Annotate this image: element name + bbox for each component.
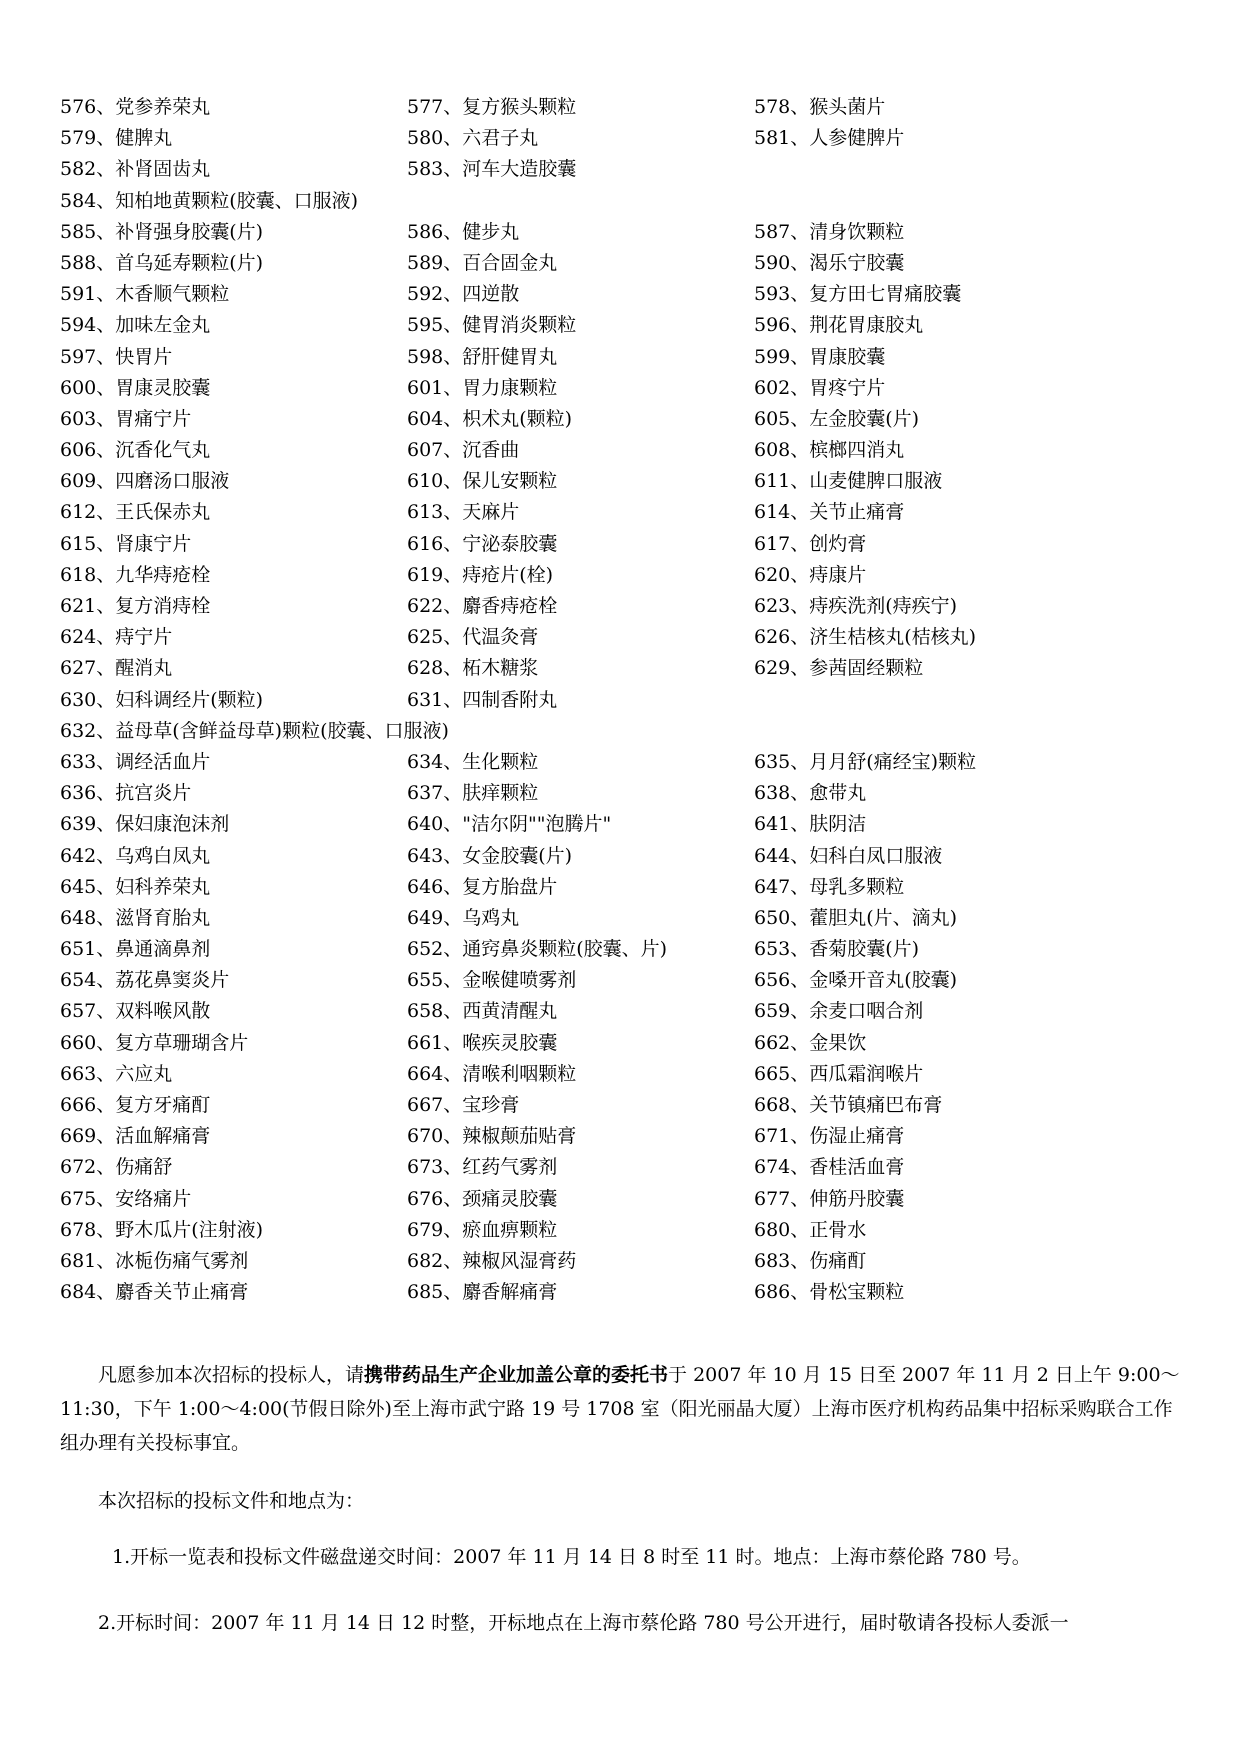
list-item: 600、胃康灵胶囊 xyxy=(60,376,211,399)
list-item: 658、西黄清醒丸 xyxy=(407,1000,558,1023)
list-item: 675、安络痛片 xyxy=(60,1187,192,1210)
list-item: 661、喉疾灵胶囊 xyxy=(407,1031,558,1054)
list-item: 594、加味左金丸 xyxy=(60,314,211,337)
list-row xyxy=(60,435,1180,466)
list-item: 609、四磨汤口服液 xyxy=(60,470,230,493)
list-item: 641、肤阴洁 xyxy=(754,813,867,836)
list-row xyxy=(60,373,1180,404)
list-item: 592、四逆散 xyxy=(407,283,520,306)
list-item: 681、冰栀伤痛气雾剂 xyxy=(60,1249,249,1272)
list-item: 589、百合固金丸 xyxy=(407,251,558,274)
list-item: 598、舒肝健胃丸 xyxy=(407,345,558,368)
list-item: 608、槟榔四消丸 xyxy=(754,439,905,462)
list-item: 619、痔疮片(栓) xyxy=(407,563,554,586)
list-row xyxy=(60,1277,1180,1308)
list-item: 631、四制香附丸 xyxy=(407,688,558,711)
list-item: 648、滋肾育胎丸 xyxy=(60,906,211,929)
list-item: 587、清身饮颗粒 xyxy=(754,220,905,243)
list-row xyxy=(60,872,1180,903)
documents-heading: 本次招标的投标文件和地点为： xyxy=(98,1490,365,1512)
list-item: 611、山麦健脾口服液 xyxy=(754,470,943,493)
list-item: 638、愈带丸 xyxy=(754,782,867,805)
list-item: 643、女金胶囊(片) xyxy=(407,844,573,867)
paragraph-text-b: 于 2007 年 10 月 15 日至 2007 年 11 月 2 日上午 9:00～11:30，下午 1:00～4:00(节假日除外)至上海市武宁路 19 号 1708 室（阳光丽晶大厦）上海市医疗机构药品集中招标采购联合工作组办理有关投标事宜。 xyxy=(60,1364,1180,1454)
list-row xyxy=(60,716,1180,747)
list-row xyxy=(60,903,1180,934)
list-row xyxy=(60,841,1180,872)
list-row xyxy=(60,279,1180,310)
list-item: 591、木香顺气颗粒 xyxy=(60,283,230,306)
list-row xyxy=(60,217,1180,248)
list-item: 628、柘木糖浆 xyxy=(407,657,539,680)
list-row xyxy=(60,653,1180,684)
list-item: 644、妇科白凤口服液 xyxy=(754,844,943,867)
list-item: 647、母乳多颗粒 xyxy=(754,875,905,898)
list-item: 630、妇科调经片(颗粒) xyxy=(60,688,264,711)
list-item: 599、胃康胶囊 xyxy=(754,345,886,368)
list-item: 659、余麦口咽合剂 xyxy=(754,1000,924,1023)
list-item: 577、复方猴头颗粒 xyxy=(407,96,577,118)
list-row xyxy=(60,497,1180,528)
list-item: 649、乌鸡丸 xyxy=(407,906,520,929)
list-item: 604、枳术丸(颗粒) xyxy=(407,407,573,430)
list-row xyxy=(60,996,1180,1027)
opening-time-item: 2.开标时间：2007 年 11 月 14 日 12 时整，开标地点在上海市蔡伦路 780 号公开进行，届时敬请各投标人委派一 xyxy=(98,1612,1069,1634)
list-row xyxy=(60,778,1180,809)
list-item: 683、伤痛酊 xyxy=(754,1249,867,1272)
list-item: 621、复方消痔栓 xyxy=(60,595,211,617)
list-item: 585、补肾强身胶囊(片) xyxy=(60,220,264,243)
list-row xyxy=(60,809,1180,840)
list-row xyxy=(60,1028,1180,1059)
list-item: 580、六君子丸 xyxy=(407,127,539,150)
list-item: 654、荔花鼻窦炎片 xyxy=(60,969,230,992)
list-row xyxy=(60,560,1180,591)
list-item: 603、胃痛宁片 xyxy=(60,407,192,430)
list-item: 623、痔疾洗剂(痔疾宁) xyxy=(754,595,958,617)
list-item: 597、快胃片 xyxy=(60,345,173,368)
list-item: 610、保儿安颗粒 xyxy=(407,470,558,493)
list-item: 582、补肾固齿丸 xyxy=(60,158,211,181)
list-item: 652、通窍鼻炎颗粒(胶囊、片) xyxy=(407,938,668,961)
list-item: 678、野木瓜片(注射液) xyxy=(60,1218,264,1241)
list-item: 618、九华痔疮栓 xyxy=(60,563,211,586)
paragraph-text-a: 凡愿参加本次招标的投标人，请 xyxy=(98,1364,365,1386)
list-row xyxy=(60,123,1180,154)
list-item: 646、复方胎盘片 xyxy=(407,875,558,898)
list-item: 632、益母草(含鲜益母草)颗粒(胶囊、口服液) xyxy=(60,719,449,742)
list-item: 651、鼻通滴鼻剂 xyxy=(60,938,211,961)
list-item: 629、参茜固经颗粒 xyxy=(754,657,924,680)
list-row xyxy=(60,591,1180,622)
list-item: 579、健脾丸 xyxy=(60,127,173,150)
list-item: 581、人参健脾片 xyxy=(754,127,905,150)
list-item: 605、左金胶囊(片) xyxy=(754,407,920,430)
list-row xyxy=(60,1215,1180,1246)
list-row xyxy=(60,310,1180,341)
list-item: 663、六应丸 xyxy=(60,1062,173,1085)
list-item: 653、香菊胶囊(片) xyxy=(754,938,920,961)
list-item: 637、肤痒颗粒 xyxy=(407,782,539,805)
list-item: 685、麝香解痛膏 xyxy=(407,1281,558,1304)
list-row xyxy=(60,1184,1180,1215)
list-item: 673、红药气雾剂 xyxy=(407,1156,558,1179)
list-row xyxy=(60,466,1180,497)
drug-list xyxy=(60,92,1180,1308)
list-item: 613、天麻片 xyxy=(407,501,520,524)
paragraph-emphasis: 携带药品生产企业加盖公章的委托书 xyxy=(364,1364,669,1386)
list-item: 615、肾康宁片 xyxy=(60,532,192,555)
list-row xyxy=(60,1121,1180,1152)
list-row xyxy=(60,342,1180,373)
list-item: 664、清喉利咽颗粒 xyxy=(407,1062,577,1085)
list-item: 680、正骨水 xyxy=(754,1218,867,1241)
list-item: 626、济生桔核丸(桔核丸) xyxy=(754,626,977,649)
list-item: 679、瘀血痹颗粒 xyxy=(407,1218,558,1241)
list-item: 682、辣椒风湿膏药 xyxy=(407,1249,577,1272)
list-row xyxy=(60,965,1180,996)
list-row xyxy=(60,1059,1180,1090)
list-item: 607、沉香曲 xyxy=(407,439,520,462)
list-row xyxy=(60,622,1180,653)
list-item: 665、西瓜霜润喉片 xyxy=(754,1062,924,1085)
list-item: 639、保妇康泡沫剂 xyxy=(60,813,230,836)
list-item: 668、关节镇痛巴布膏 xyxy=(754,1094,943,1116)
list-item: 617、创灼膏 xyxy=(754,532,867,555)
list-row xyxy=(60,154,1180,185)
list-item: 667、宝珍膏 xyxy=(407,1094,520,1116)
list-item: 584、知柏地黄颗粒(胶囊、口服液) xyxy=(60,189,359,212)
list-item: 674、香桂活血膏 xyxy=(754,1156,905,1179)
list-item: 645、妇科养荣丸 xyxy=(60,875,211,898)
list-item: 616、宁泌泰胶囊 xyxy=(407,532,558,555)
list-item: 620、痔康片 xyxy=(754,563,867,586)
list-item: 657、双料喉风散 xyxy=(60,1000,211,1023)
list-item: 655、金喉健喷雾剂 xyxy=(407,969,577,992)
submission-time-item: 1.开标一览表和投标文件磁盘递交时间：2007 年 11 月 14 日 8 时至 11 时。地点：上海市蔡伦路 780 号。 xyxy=(112,1546,1031,1568)
list-item: 642、乌鸡白凤丸 xyxy=(60,844,211,867)
list-item: 614、关节止痛膏 xyxy=(754,501,905,524)
list-item: 650、藿胆丸(片、滴丸) xyxy=(754,906,958,929)
list-item: 602、胃疼宁片 xyxy=(754,376,886,399)
list-item: 676、颈痛灵胶囊 xyxy=(407,1187,558,1210)
list-item: 625、代温灸膏 xyxy=(407,626,539,649)
list-item: 622、麝香痔疮栓 xyxy=(407,595,558,617)
list-item: 660、复方草珊瑚含片 xyxy=(60,1031,249,1054)
list-item: 583、河车大造胶囊 xyxy=(407,158,577,181)
list-item: 590、渴乐宁胶囊 xyxy=(754,251,905,274)
list-row xyxy=(60,1090,1180,1121)
list-item: 635、月月舒(痛经宝)颗粒 xyxy=(754,750,977,773)
list-item: 593、复方田七胃痛胶囊 xyxy=(754,283,962,306)
list-row xyxy=(60,92,1180,123)
list-row xyxy=(60,186,1180,217)
list-item: 669、活血解痛膏 xyxy=(60,1125,211,1148)
list-item: 612、王氏保赤丸 xyxy=(60,501,211,524)
list-row xyxy=(60,248,1180,279)
list-item: 588、首乌延寿颗粒(片) xyxy=(60,251,264,274)
bidding-instructions-paragraph xyxy=(60,1358,1180,1460)
list-row xyxy=(60,1246,1180,1277)
list-item: 670、辣椒颠茄贴膏 xyxy=(407,1125,577,1148)
list-item: 578、猴头菌片 xyxy=(754,96,886,118)
list-row xyxy=(60,529,1180,560)
list-row xyxy=(60,747,1180,778)
list-item: 671、伤湿止痛膏 xyxy=(754,1125,905,1148)
list-item: 636、抗宫炎片 xyxy=(60,782,192,805)
list-item: 634、生化颗粒 xyxy=(407,750,539,773)
list-item: 640、"洁尔阴""泡腾片" xyxy=(407,813,612,836)
list-item: 662、金果饮 xyxy=(754,1031,867,1054)
list-row xyxy=(60,934,1180,965)
list-item: 624、痔宁片 xyxy=(60,626,173,649)
list-item: 627、醒消丸 xyxy=(60,657,173,680)
list-row xyxy=(60,404,1180,435)
list-item: 586、健步丸 xyxy=(407,220,520,243)
list-item: 666、复方牙痛酊 xyxy=(60,1094,211,1116)
list-item: 672、伤痛舒 xyxy=(60,1156,173,1179)
list-item: 677、伸筋丹胶囊 xyxy=(754,1187,905,1210)
list-item: 633、调经活血片 xyxy=(60,750,211,773)
list-item: 656、金嗓开音丸(胶囊) xyxy=(754,969,958,992)
list-item: 595、健胃消炎颗粒 xyxy=(407,314,577,337)
list-row xyxy=(60,685,1180,716)
list-item: 684、麝香关节止痛膏 xyxy=(60,1281,249,1304)
list-item: 606、沉香化气丸 xyxy=(60,439,211,462)
list-row xyxy=(60,1152,1180,1183)
list-item: 596、荆花胃康胶丸 xyxy=(754,314,924,337)
list-item: 576、党参养荣丸 xyxy=(60,96,211,118)
list-item: 686、骨松宝颗粒 xyxy=(754,1281,905,1304)
list-item: 601、胃力康颗粒 xyxy=(407,376,558,399)
